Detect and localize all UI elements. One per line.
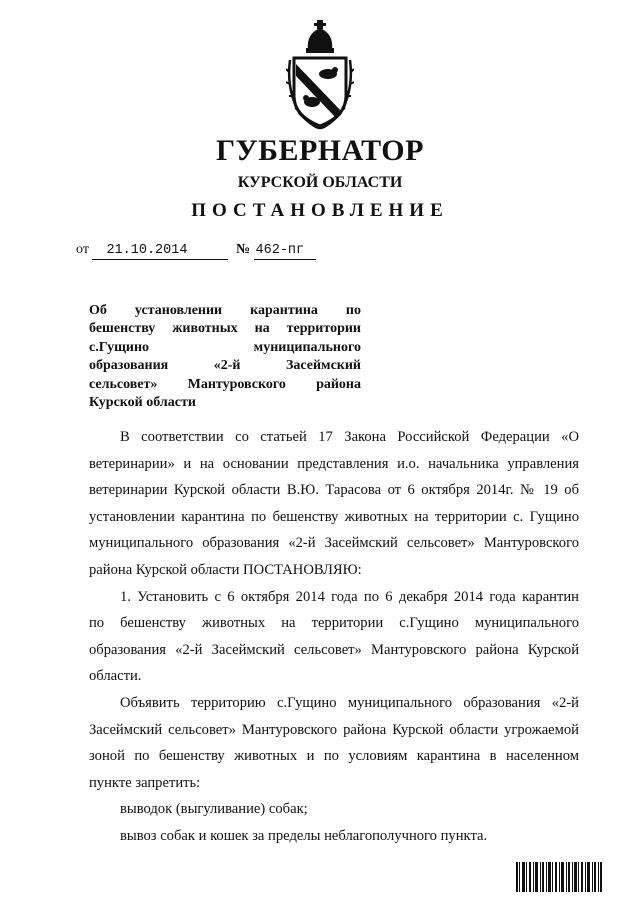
subject-line: Об установлении карантина по [89,303,361,318]
subject-line: образования «2-й Засеймский [89,358,361,374]
document-type: ПОСТАНОВЛЕНИЕ [191,200,449,221]
declare-line: пункте запретить: [89,774,201,791]
preamble-line: ветеринарии Курской области В.Ю. Тарасова от 6 октября 2014г. № 19 об [89,482,579,499]
subject-line: бешенству животных на территории [89,321,361,337]
date-number-line [76,242,316,260]
governor-title: ГУБЕРНАТОР [216,134,424,167]
document-subject [89,302,361,412]
item1-line: области. [89,668,142,685]
document-number: 462-пг [254,243,316,260]
preamble-line: установлении карантина по бешенству животных на территории с. Гущино [89,508,579,525]
subject-line: сельсовет» Мантуровского района [89,376,361,392]
number-sign: № [235,242,251,257]
ban-line-export: вывоз собак и кошек за пределы неблагополучного пункта. [120,827,488,844]
preamble-line: района Курской области ПОСТАНОВЛЯЮ: [89,561,362,578]
from-label: от [76,242,89,257]
item1-line: 1. Установить с 6 октября 2014 года по 6 декабря 2014 года карантин [120,588,579,605]
declare-line: Засеймский сельсовет» Мантуровского района Курской области угрожаемой [89,721,579,738]
declare-line: Объявить территорию с.Гущино муниципального образования «2-й [120,694,579,711]
kursk-coat-of-arms-icon [286,20,354,130]
subject-line: Курской области [89,395,196,411]
ban-line-dogs-walking: выводок (выгуливание) собак; [120,801,308,818]
declare-line: зоной по бешенству животных и по условиям карантина в населенном [89,748,579,765]
item1-line: образования «2-й Засеймский сельсовет» Мантуровского района Курской [89,641,579,658]
preamble-line: В соответствии со статьей 17 Закона Российской Федерации «О [120,429,579,445]
preamble-line: ветеринарии» и на основании представления и.о. начальника управления [89,455,579,472]
region-name: КУРСКОЙ ОБЛАСТИ [237,174,403,191]
barcode-icon [516,862,602,892]
preamble-line: муниципального образования «2-й Засеймский сельсовет» Мантуровского [89,535,579,552]
item1-line: по бешенству животных на территории с.Гущино муниципального [89,615,579,632]
document-body [89,424,579,850]
document-date: 21.10.2014 [92,243,228,260]
subject-line: с.Гущино муниципального [89,339,361,355]
